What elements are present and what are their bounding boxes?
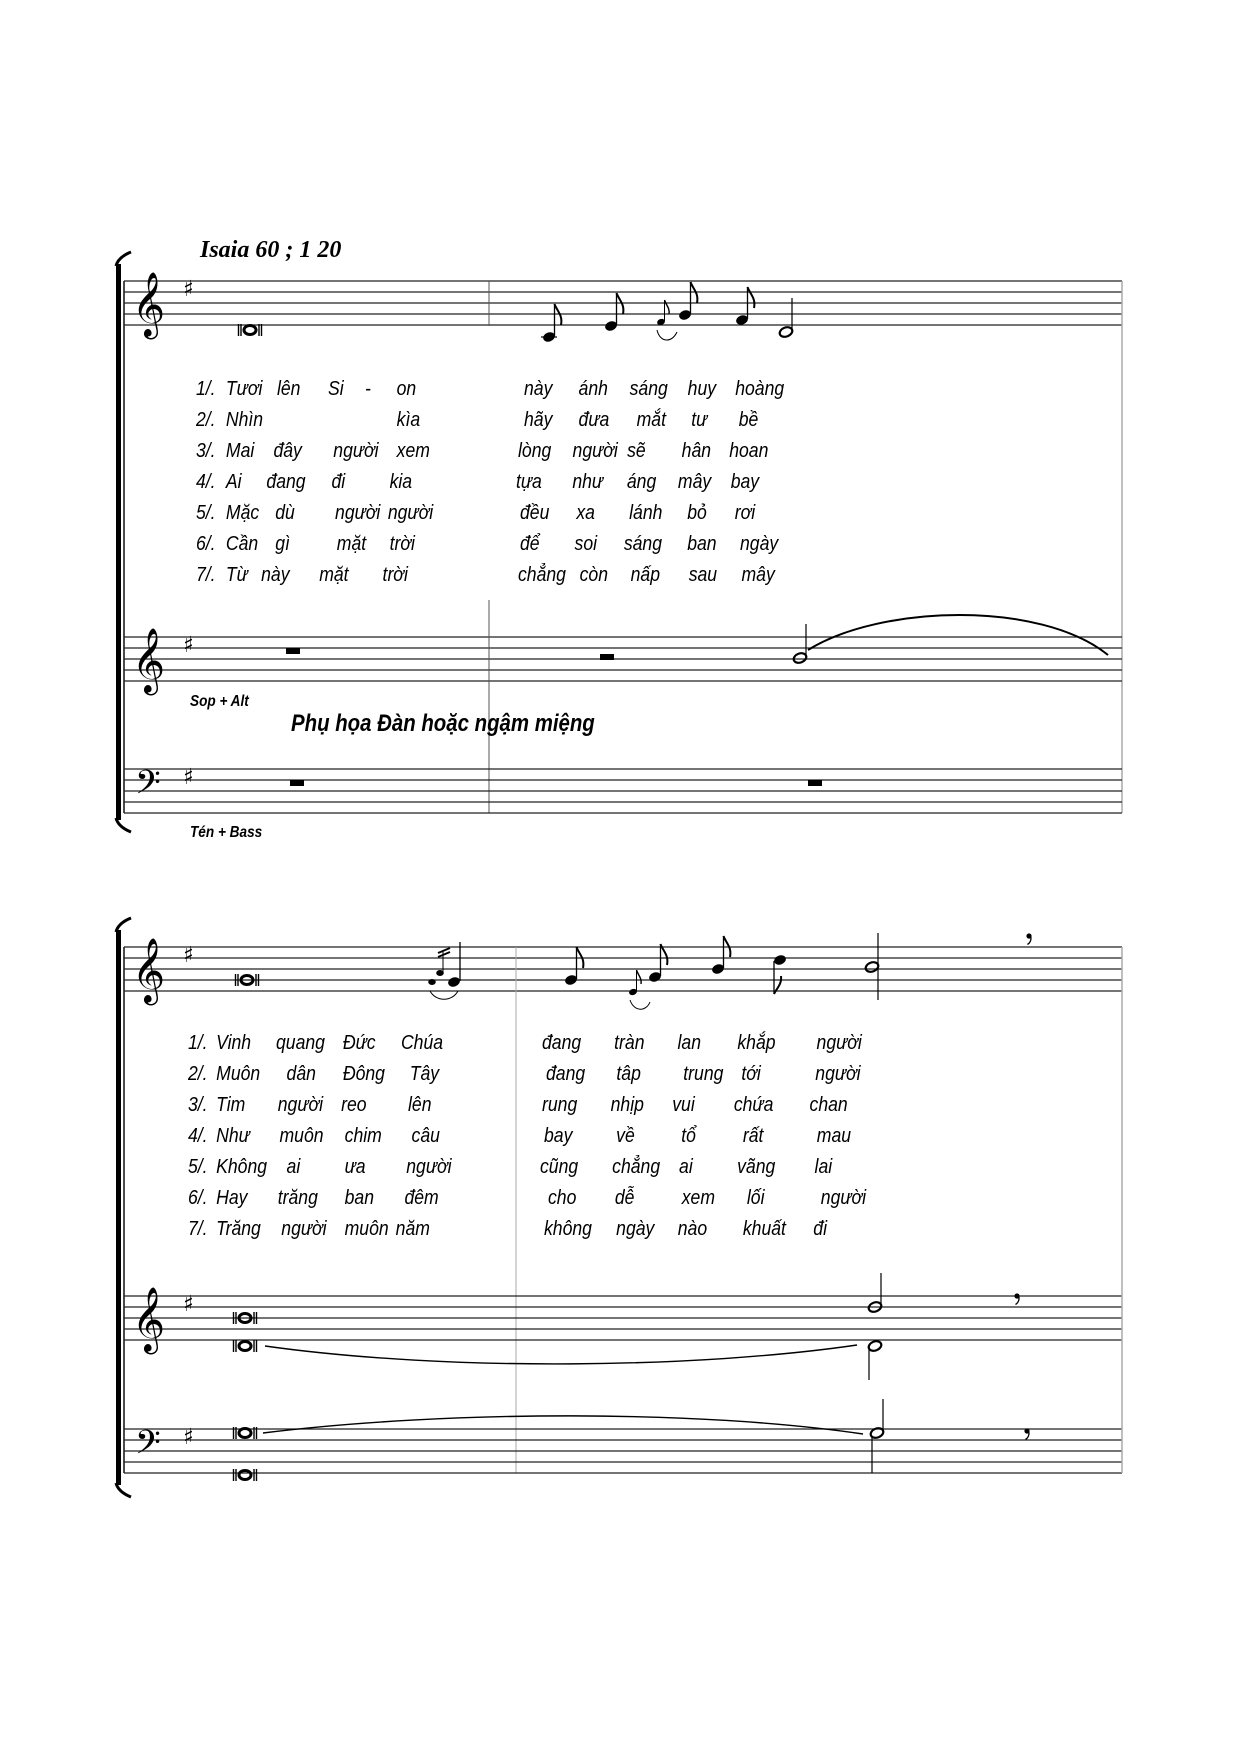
- lyric-verse-6: 6/. Hay trăng ban đêm: [188, 1187, 439, 1209]
- lyric-verse-2-cont: đang tâp trung tới người: [546, 1063, 861, 1085]
- lyric-verse-4: 4/. Ai đang đi kia: [196, 471, 413, 493]
- svg-text:𝄞: 𝄞: [132, 272, 166, 337]
- svg-text:♯: ♯: [183, 633, 194, 658]
- lyric-verse-6-cont: cho dễ xem lối người: [548, 1187, 867, 1209]
- lyric-verse-1-cont: đang tràn lan khắp người: [542, 1032, 862, 1054]
- svg-text:♯: ♯: [183, 1425, 194, 1450]
- lyric-verse-1: 1/. Vinh quang Đức Chúa: [188, 1032, 444, 1054]
- lyric-verse-4-cont: bay về tổ rất mau: [544, 1125, 852, 1147]
- svg-text:♯: ♯: [183, 277, 194, 302]
- lyric-verse-2: 2/. Muôn dân Đông Tây: [188, 1063, 440, 1085]
- lyric-verse-7-cont: không ngày nào khuất đi: [544, 1218, 827, 1240]
- lyric-verse-3: 3/. Mai đây người xem: [196, 440, 430, 462]
- performance-instruction: Phụ họa Đàn hoặc ngậm miệng: [291, 710, 595, 737]
- lyric-verse-3: 3/. Tim người reo lên: [188, 1094, 432, 1116]
- lyric-verse-7-cont: chẳng còn nấp sau mây: [518, 564, 775, 586]
- lyric-verse-4: 4/. Như muôn chim câu: [188, 1125, 440, 1147]
- lyric-verse-1-cont: này ánh sáng huy hoàng: [524, 378, 785, 400]
- svg-text:♯: ♯: [183, 765, 194, 790]
- lyric-verse-5-cont: cũng chẳng ai vãng lai: [540, 1156, 833, 1178]
- lyric-verse-7: 7/. Từ này mặt trời: [196, 564, 408, 586]
- lyric-verse-2-cont: hãy đưa mắt tư bề: [524, 409, 759, 431]
- svg-text:𝄞: 𝄞: [132, 938, 166, 1003]
- lyric-verse-6-cont: để soi sáng ban ngày: [520, 533, 779, 555]
- sop-alt-label: Sop + Alt: [190, 693, 249, 710]
- svg-text:♯: ♯: [183, 943, 194, 968]
- lyric-verse-7: 7/. Trăng người muôn năm: [188, 1218, 430, 1240]
- lyric-verse-5: 5/. Không ai ưa người: [188, 1156, 452, 1178]
- tenor-bass-label: Tén + Bass: [190, 824, 263, 841]
- lyric-verse-5: 5/. Mặc dù người người: [196, 502, 434, 524]
- svg-text:𝄢: 𝄢: [135, 1424, 161, 1470]
- svg-text:𝄞: 𝄞: [132, 1287, 166, 1352]
- lyric-verse-1: 1/. Tươi lên Si - on: [196, 378, 417, 400]
- svg-text:𝄢: 𝄢: [135, 764, 161, 810]
- lyric-verse-4-cont: tựa như áng mây bay: [516, 471, 760, 493]
- lyric-verse-5-cont: đều xa lánh bỏ rơi: [520, 502, 756, 524]
- lyric-verse-3-cont: rung nhịp vui chứa chan: [542, 1094, 848, 1116]
- scripture-reference: Isaia 60 ; 1 20: [200, 237, 342, 263]
- lyric-verse-6: 6/. Cần gì mặt trời: [196, 533, 415, 555]
- svg-text:♯: ♯: [183, 1292, 194, 1317]
- lyric-verse-2: 2/. Nhìn kìa: [196, 409, 421, 431]
- lyric-verse-3-cont: lòng người sẽ hân hoan: [518, 440, 769, 462]
- svg-text:𝄞: 𝄞: [132, 628, 166, 693]
